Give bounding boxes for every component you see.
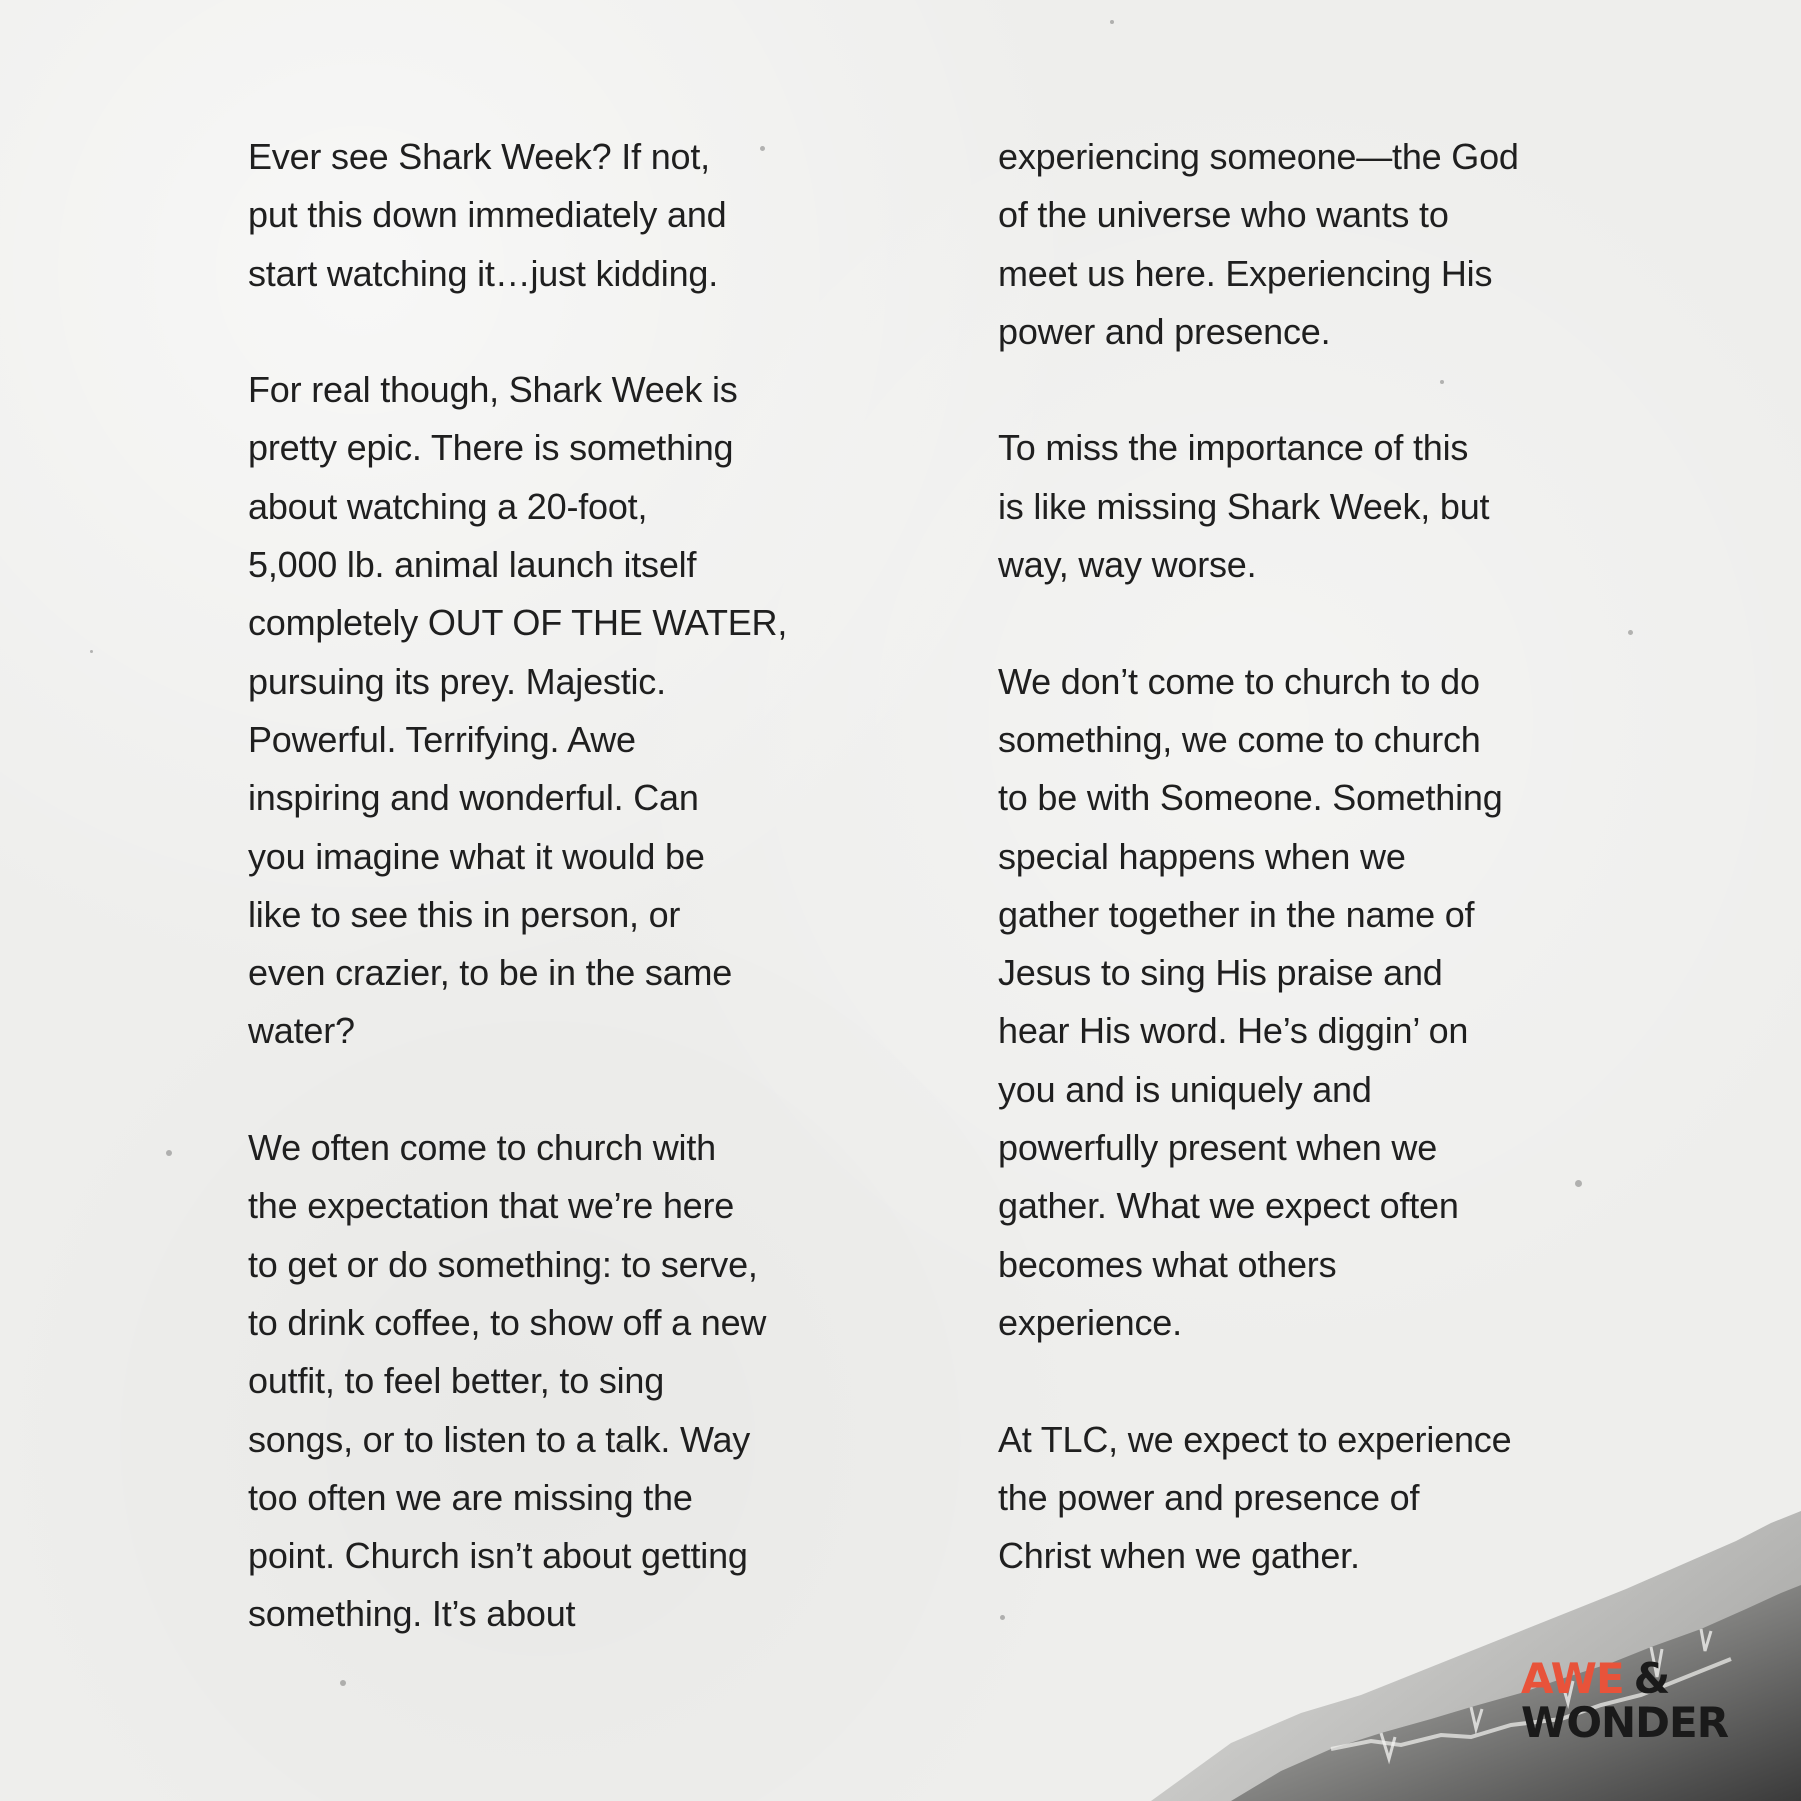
right-paragraph-1: experiencing someone—the God of the universe who wants to meet us here. Experiencing His power and presence. xyxy=(998,136,1519,352)
right-paragraph-4: At TLC, we expect to experience the power and presence of Christ when we gather. xyxy=(998,1418,1512,1577)
right-text-column xyxy=(998,128,1598,1644)
awe-and-wonder-logo xyxy=(1521,1654,1729,1747)
logo-wonder-text: WONDER xyxy=(1521,1698,1729,1747)
left-text-column xyxy=(248,128,848,1702)
torn-paper-graphic xyxy=(1001,1481,1801,1801)
right-paragraph-2: To miss the importance of this is like missing Shark Week, but way, way worse. xyxy=(998,427,1490,586)
left-paragraph-2: For real though, Shark Week is pretty epic. There is something about watching a 20-foot, 5,000 lb. animal launch itself completely OUT OF THE WATER, pursuing its prey. Majestic. Powerful. Terrifying. Awe inspiring and wonderful. Can you imagine what it would be like to see this in person, or even crazier, to be in the same water? xyxy=(248,369,788,1052)
logo-awe-text: AWE xyxy=(1521,1654,1624,1703)
left-paragraph-1: Ever see Shark Week? If not, put this down immediately and start watching it…just kidding. xyxy=(248,136,727,294)
left-paragraph-3: We often come to church with the expectation that we’re here to get or do something: to serve, to drink coffee, to show off a new outfit, to feel better, to sing songs, or to listen to a talk. Way too often we are missing the point. Church isn’t about getting something. It’s about xyxy=(248,1127,767,1635)
right-paragraph-3: We don’t come to church to do something, we come to church to be with Someone. Something special happens when we gather together in the name of Jesus to sing His praise and hear His word. He’s diggin’ on you and is uniquely and powerfully present when we gather. What we expect often becomes what others experience. xyxy=(998,660,1503,1343)
logo-ampersand-text: & xyxy=(1633,1654,1670,1703)
